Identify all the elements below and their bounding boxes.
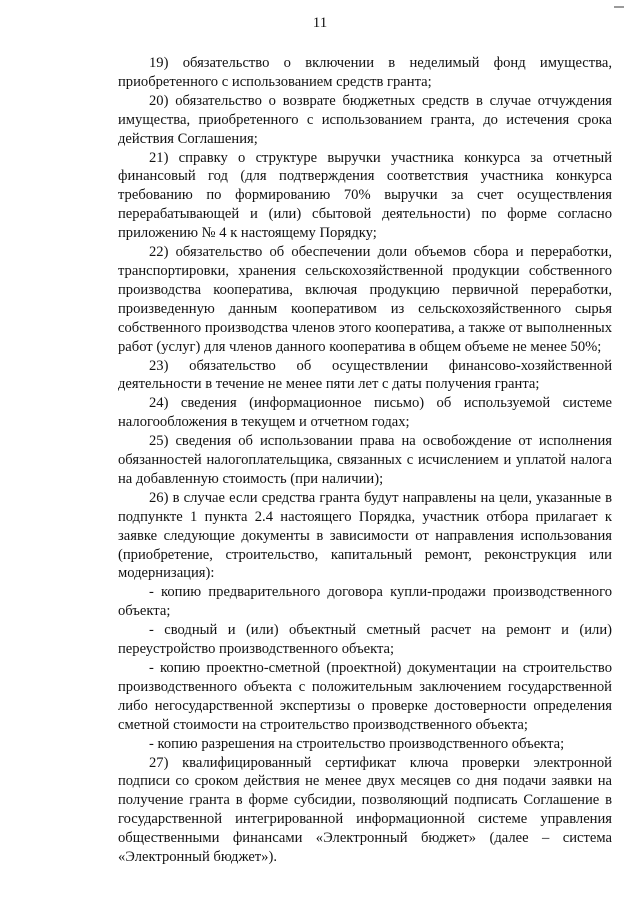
paragraph-item-27: 27) квалифицированный сертификат ключа проверки электронной подписи со сроком действия не менее двух месяцев со дня подачи заявки на получение гранта в форме субсидии, позволяющий подписать Соглашение в государственной интегрированной информационной системе управления общественными финансами «Электронный бюджет» (далее – система «Электронный бюджет»). (118, 754, 612, 866)
sub-item-project-docs: - копию проектно-сметной (проектной) документации на строительство производственного объекта с положительным заключением государственной либо негосударственной экспертизы о проверке достоверности определения сметной стоимости на строительство производственного объекта; (118, 660, 612, 733)
paragraph-item-24: 24) сведения (информационное письмо) об используемой системе налогообложения в текущем и отчетном годах; (118, 395, 612, 431)
paragraph-item-22: 22) обязательство об обеспечении доли объемов сбора и переработки, транспортировки, хранения сельскохозяйственной продукции собственного производства кооператива, включая продукцию первичной переработки, произведенную данным кооперативом из сельскохозяйственного сырья собственного производства членов этого кооператива, а также от выполненных работ (услуг) для членов данного кооператива в общем объеме не менее 50%; (118, 244, 612, 355)
corner-scan-mark (614, 6, 624, 8)
document-body (118, 54, 612, 867)
sub-item-building-permit: - копию разрешения на строительство производственного объекта; (149, 735, 565, 752)
page-number: 11 (312, 15, 328, 31)
paragraph-item-19: 19) обязательство о включении в неделимый фонд имущества, приобретенного с использованием средств гранта; (118, 55, 612, 90)
sub-item-contract-copy: - копию предварительного договора купли-продажи производственного объекта; (118, 584, 612, 620)
paragraph-item-23: 23) обязательство об осуществлении финансово-хозяйственной деятельности в течение не менее пяти лет с даты получения гранта; (118, 357, 612, 393)
paragraph-item-21: 21) справку о структуре выручки участника конкурса за отчетный финансовый год (для подтверждения соответствия участника конкурса требованию по формированию 70% выручки за счет осуществления перерабатывающей и (или) сбытовой деятельности) по форме согласно приложению № 4 к настоящему Порядку; (118, 149, 612, 242)
paragraph-item-25: 25) сведения об использовании права на освобождение от исполнения обязанностей налогоплательщика, связанных с исчислением и уплатой налога на добавленную стоимость (при наличии); (118, 433, 612, 487)
paragraph-item-20: 20) обязательство о возврате бюджетных средств в случае отчуждения имущества, приобретенного с использованием гранта, до истечения срока действия Соглашения; (118, 92, 612, 147)
sub-item-estimate: - сводный и (или) объектный сметный расчет на ремонт и (или) переустройство производственного объекта; (118, 622, 612, 658)
paragraph-item-26: 26) в случае если средства гранта будут направлены на цели, указанные в подпункте 1 пункта 2.4 настоящего Порядка, участник отбора прилагает к заявке следующие документы в зависимости от направления использования (приобретение, строительство, капитальный ремонт, реконструкция или модернизация): (118, 489, 612, 582)
